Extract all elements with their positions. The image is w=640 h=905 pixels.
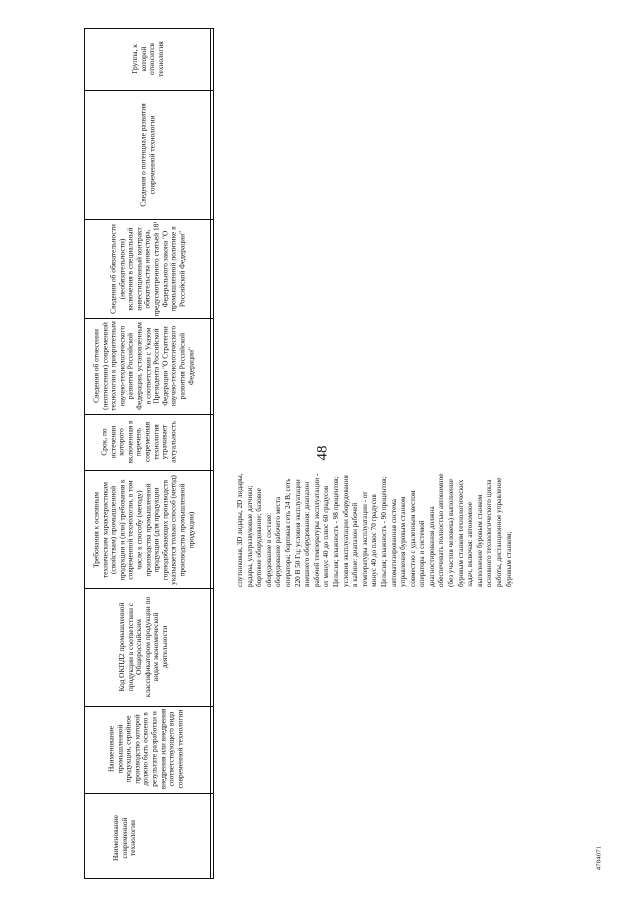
document-number: 4784071 [595,845,603,871]
header-divider [84,470,213,471]
header-cell-relevance-term: Срок, по истечении которого включенная в перечень современная технология утрачивает актуальность [99,420,178,464]
header-cell-technology-name: Наименование современной технологии [111,814,138,862]
header-divider [84,793,213,794]
table-divider [210,28,211,879]
table-border [84,28,85,879]
header-cell-okpd2-code: Код ОКПД2 промышленной продукции в соответствии с Общероссийским классификатором продукции по видам экономической деятельности [117,596,170,698]
requirements-continuation-text: спутниковая, 3D лидары, 2D лидары, радары, ультразвуковые датчики; бортовое оборудование; базовое оборудование в составе: оборудование рабочего места оператора; бортовая сеть 24 В; сеть 220 В 50 Гц; условия эксплуатации внешнего оборудования: диапазон рабочей температуры эксплуатации - от минус 40 до плюс 60 градусов Цельсия; влажность - 98 процентов; условия эксплуатации оборудования в кабине: диапазон рабочей температуры эксплуатации - от минус 40 до плюс 70 градусов Цельсия; влажность - 90 процентов; автоматизированная система управления буровым станком совместно с удаленным местом оператора и системой диагностирования должна обеспечивать полностью автономное (без участия человека) выполнение буровым станком технологических задач, включая: автономное выполнение буровым станком основного технологического цикла работы, дистанционное управление буровым станком; [235,473,513,587]
header-cell-technology-group: Группа, к которой относится технология [129,41,165,77]
header-cell-priority-info: Сведения об отнесении (неотнесении) современной технологии к приоритетным научно-технологического развития Российской Федерации, установленным в соответствии с Указом Президента Российской Федерации "О Стратегии научно-технологического развития Российской Федерации" [91,321,195,411]
table-border [84,878,213,879]
page-number: 48 [314,445,331,461]
header-cell-contract-obligation: Сведения об обязательности (необязательности) включения в специальный инвестиционный контракт обязательства инвестора, предусмотренного статьей 18¹ Федерального закона "О промышленной политике в Российской Федерации" [108,221,187,317]
table-border [84,28,213,29]
header-divider [84,219,213,220]
header-cell-product-name: Наименование промышленной продукции, серийное производство которой должно быть освоено в результате разработки и внедрения или внедрения соответствующего вида современной технологии [106,708,185,790]
header-divider [84,90,213,91]
header-divider [84,318,213,319]
header-cell-development-potential: Сведения о потенциале развития современной технологии [138,103,156,207]
header-divider [84,588,213,589]
table-border [213,28,214,879]
header-divider [84,414,213,415]
header-cell-requirements: Требования к основным техническим характеристикам (свойствам) промышленной продукции и (или) требования к современной технологии, в том числе к способу (методу) производства промышленной продукции (для продукции горнодобывающих производств указывается только способ (метод) производства промышленной продукции) [91,475,195,585]
